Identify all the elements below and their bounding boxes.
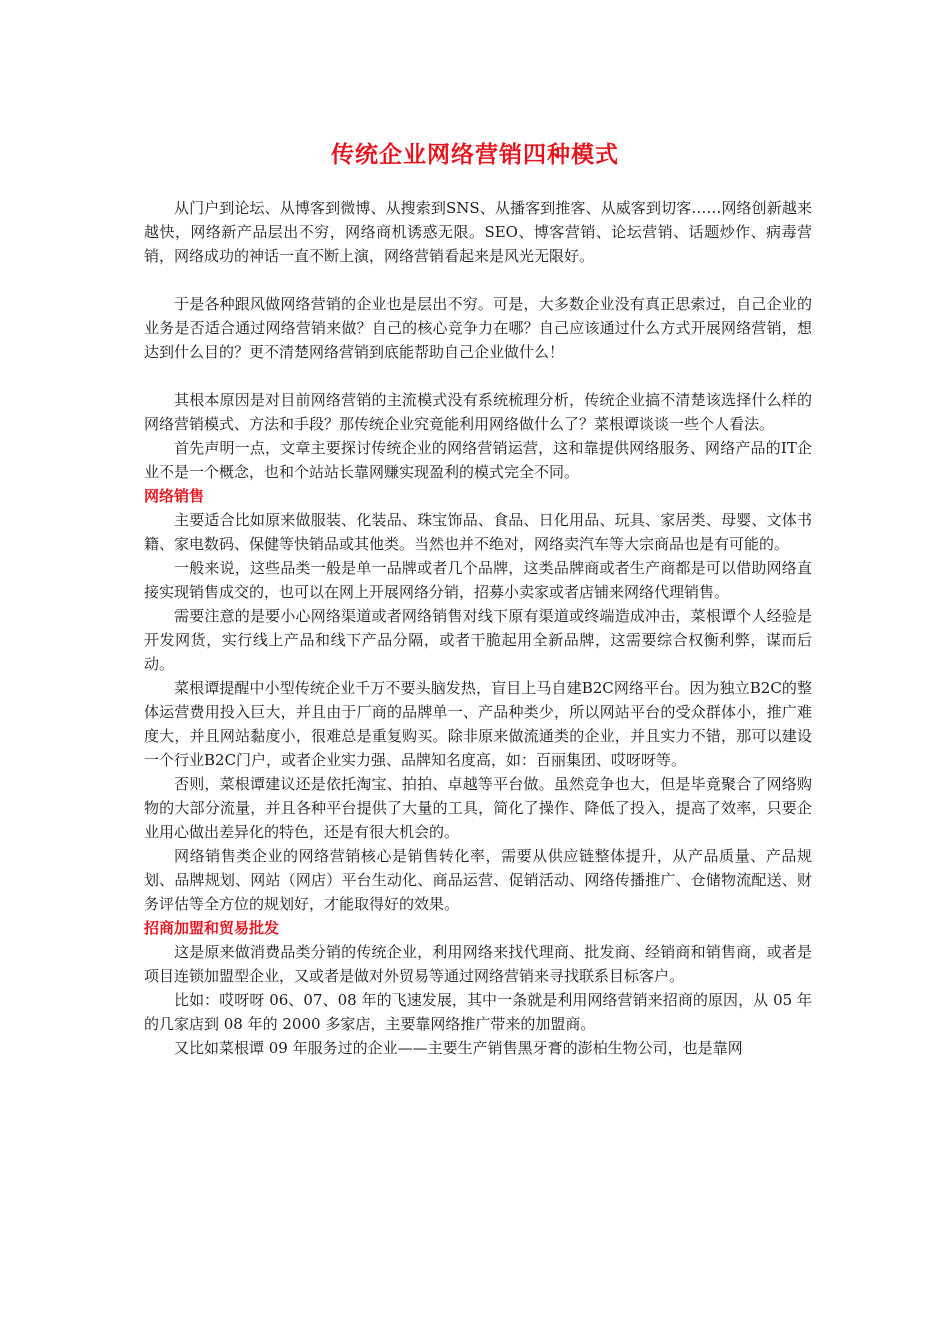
section-paragraph: 比如：哎呀呀 06、07、08 年的飞速发展，其中一条就是利用网络营销来招商的原因，从 05 年的几家店到 08 年的 2000 多家店，主要靠网络推广带来的加盟商。 bbox=[144, 991, 812, 1033]
section-paragraph: 否则，菜根谭建议还是依托淘宝、拍拍、卓越等平台做。虽然竞争也大，但是毕竟聚合了网络购物的大部分流量，并且各种平台提供了大量的工具，简化了操作、降低了投入，提高了效率，只要企业用心做出差异化的特色，还是有很大机会的。 bbox=[144, 775, 812, 841]
section-paragraph: 这是原来做消费品类分销的传统企业，利用网络来找代理商、批发商、经销商和销售商，或者是项目连锁加盟型企业，又或者是做对外贸易等通过网络营销来寻找联系目标客户。 bbox=[144, 943, 812, 985]
document-body bbox=[144, 196, 812, 1060]
section-paragraph: 菜根谭提醒中小型传统企业千万不要头脑发热，盲目上马自建B2C网络平台。因为独立B2C的整体运营费用投入巨大，并且由于厂商的品牌单一、产品种类少，所以网站平台的受众群体小，推广难度大，并且网站黏度小，很难总是重复购买。除非原来做流通类的企业，并且实力不错，那可以建设一个行业B2C门户，或者企业实力强、品牌知名度高，如：百丽集团、哎呀呀等。 bbox=[144, 679, 812, 769]
section-heading-online-sales: 网络销售 bbox=[144, 487, 205, 505]
section-paragraph: 又比如菜根谭 09 年服务过的企业——主要生产销售黑牙膏的澎柏生物公司，也是靠网 bbox=[174, 1039, 743, 1057]
section-paragraph: 网络销售类企业的网络营销核心是销售转化率，需要从供应链整体提升，从产品质量、产品规划、品牌规划、网站（网店）平台生动化、商品运营、促销活动、网络传播推广、仓储物流配送、财务评估等全方位的规划好，才能取得好的效果。 bbox=[144, 847, 812, 913]
intro-paragraph: 从门户到论坛、从博客到微博、从搜索到SNS、从播客到推客、从威客到切客……网络创新越来越快，网络新产品层出不穷，网络商机诱惑无限。SEO、博客营销、论坛营销、话题炒作、病毒营销，网络成功的神话一直不断上演，网络营销看起来是风光无限好。 bbox=[144, 199, 812, 265]
intro-paragraph: 其根本原因是对目前网络营销的主流模式没有系统梳理分析，传统企业搞不清楚该选择什么样的网络营销模式、方法和手段？那传统企业究竟能利用网络做什么了？菜根谭谈谈一些个人看法。 bbox=[144, 391, 812, 433]
section-heading-franchise-wholesale: 招商加盟和贸易批发 bbox=[144, 919, 280, 937]
section-paragraph: 需要注意的是要小心网络渠道或者网络销售对线下原有渠道或终端造成冲击，菜根谭个人经验是开发网货，实行线上产品和线下产品分隔，或者干脆起用全新品牌，这需要综合权衡利弊，谋而后动。 bbox=[144, 607, 812, 673]
document-title: 传统企业网络营销四种模式 bbox=[331, 142, 619, 168]
section-paragraph: 一般来说，这些品类一般是单一品牌或者几个品牌，这类品牌商或者生产商都是可以借助网络直接实现销售成交的，也可以在网上开展网络分销，招募小卖家或者店铺来网络代理销售。 bbox=[144, 559, 812, 601]
section-paragraph: 主要适合比如原来做服装、化装品、珠宝饰品、食品、日化用品、玩具、家居类、母婴、文体书籍、家电数码、保健等快销品或其他类。当然也并不绝对，网络卖汽车等大宗商品也是有可能的。 bbox=[144, 511, 812, 553]
intro-paragraph: 于是各种跟风做网络营销的企业也是层出不穷。可是，大多数企业没有真正思索过，自己企业的业务是否适合通过网络营销来做？自己的核心竞争力在哪？自己应该通过什么方式开展网络营销，想达到什么目的？更不清楚网络营销到底能帮助自己企业做什么！ bbox=[144, 295, 812, 361]
intro-paragraph: 首先声明一点，文章主要探讨传统企业的网络营销运营，这和靠提供网络服务、网络产品的IT企业不是一个概念，也和个站站长靠网赚实现盈利的模式完全不同。 bbox=[144, 439, 812, 481]
